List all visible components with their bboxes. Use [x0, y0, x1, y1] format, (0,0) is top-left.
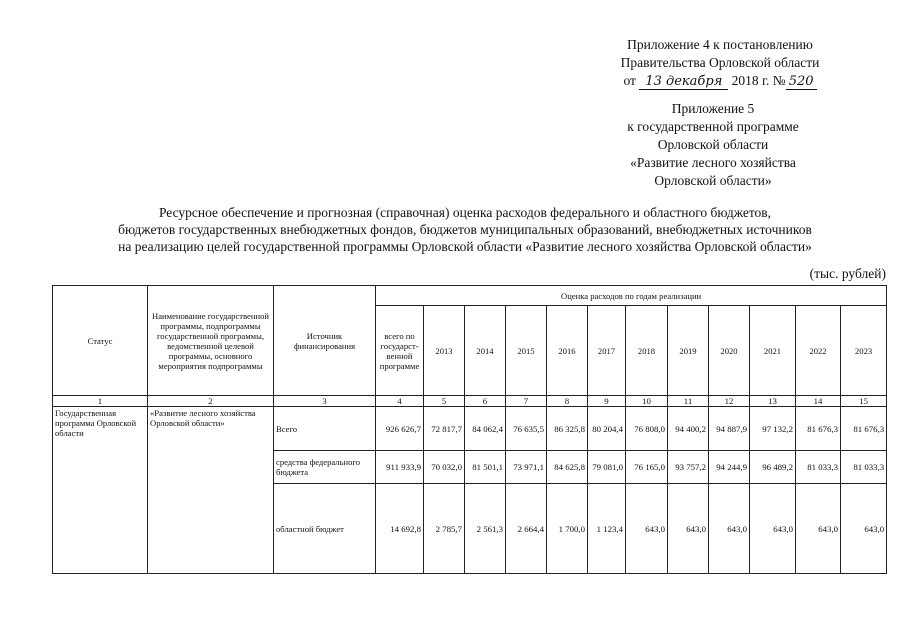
status-cell: Государственная программа Орловской области — [53, 407, 148, 574]
source-cell: средства федерального бюджета — [274, 451, 376, 484]
index-cell: 10 — [626, 396, 668, 407]
value-cell: 643,0 — [841, 484, 887, 574]
index-cell: 14 — [796, 396, 841, 407]
value-cell: 97 132,2 — [750, 407, 796, 451]
title-line-1: Ресурсное обеспечение и прогнозная (справочная) оценка расходов федерального и областного бюджетов, — [158, 205, 772, 220]
handwritten-number: 520 — [786, 75, 817, 90]
value-cell: 643,0 — [750, 484, 796, 574]
index-cell: 2 — [148, 396, 274, 407]
value-cell: 93 757,2 — [668, 451, 709, 484]
value-cell: 2 785,7 — [424, 484, 465, 574]
appendix-4-line-1: Приложение 4 к постановлению — [627, 37, 813, 52]
index-cell: 1 — [53, 396, 148, 407]
index-row — [53, 396, 887, 407]
value-cell: 81 676,3 — [841, 407, 887, 451]
value-cell: 96 489,2 — [750, 451, 796, 484]
value-cell: 81 676,3 — [796, 407, 841, 451]
header-source: Источник финансирования — [274, 286, 376, 396]
header-year: 2020 — [709, 306, 750, 396]
value-cell: 76 635,5 — [506, 407, 547, 451]
units-label: (тыс. рублей) — [809, 266, 886, 281]
index-cell: 7 — [506, 396, 547, 407]
value-cell: 1 123,4 — [588, 484, 626, 574]
header-year: 2023 — [841, 306, 887, 396]
value-cell: 643,0 — [796, 484, 841, 574]
handwritten-date: 13 декабря — [639, 75, 728, 90]
title-line-2: бюджетов государственных внебюджетных фондов, бюджетов муниципальных образований, внебюджетных источников — [118, 222, 812, 237]
header-row-1 — [53, 286, 887, 306]
value-cell: 643,0 — [626, 484, 668, 574]
value-cell: 76 165,0 — [626, 451, 668, 484]
value-cell: 81 033,3 — [796, 451, 841, 484]
index-cell: 11 — [668, 396, 709, 407]
header-name: Наименование государственной программы, подпрограммы государственной программы, ведомственной целевой программы, основного мероприятия подпрограммы — [148, 286, 274, 396]
appendix-4-line-2: Правительства Орловской области — [620, 55, 820, 70]
value-cell: 643,0 — [668, 484, 709, 574]
header-year: 2022 — [796, 306, 841, 396]
value-cell: 926 626,7 — [376, 407, 424, 451]
title-line-3: на реализацию целей государственной программы Орловской области «Развитие лесного хозяйства Орловской области» — [118, 239, 812, 254]
header-year: 2018 — [626, 306, 668, 396]
index-cell: 9 — [588, 396, 626, 407]
header-status: Статус — [53, 286, 148, 396]
value-cell: 14 692,8 — [376, 484, 424, 574]
value-cell: 84 625,8 — [547, 451, 588, 484]
budget-table — [52, 285, 887, 574]
header-year: 2017 — [588, 306, 626, 396]
appendix-5-line-4: «Развитие лесного хозяйства — [630, 155, 796, 170]
appendix-5-line-3: Орловской области — [657, 137, 769, 152]
value-cell: 911 933,9 — [376, 451, 424, 484]
from-word: от — [623, 73, 636, 88]
value-cell: 643,0 — [709, 484, 750, 574]
document-title — [40, 204, 890, 255]
header-year: 2013 — [424, 306, 465, 396]
value-cell: 2 664,4 — [506, 484, 547, 574]
value-cell: 86 325,8 — [547, 407, 588, 451]
program-name-cell: «Развитие лесного хозяйства Орловской области» — [148, 407, 274, 574]
value-cell: 84 062,4 — [465, 407, 506, 451]
appendix-5-line-1: Приложение 5 — [671, 101, 755, 116]
value-cell: 94 887,9 — [709, 407, 750, 451]
value-cell: 81 033,3 — [841, 451, 887, 484]
value-cell: 70 032,0 — [424, 451, 465, 484]
index-cell: 6 — [465, 396, 506, 407]
value-cell: 72 817,7 — [424, 407, 465, 451]
source-cell: Всего — [274, 407, 376, 451]
index-cell: 12 — [709, 396, 750, 407]
header-estimate: Оценка расходов по годам реализации — [376, 286, 887, 306]
index-cell: 4 — [376, 396, 424, 407]
appendix-5-block — [590, 100, 836, 190]
value-cell: 94 400,2 — [668, 407, 709, 451]
header-year: 2021 — [750, 306, 796, 396]
value-cell: 81 501,1 — [465, 451, 506, 484]
value-cell: 73 971,1 — [506, 451, 547, 484]
header-total: всего по государст-венной программе — [376, 306, 424, 396]
appendix-4-date-line — [590, 72, 850, 90]
header-year: 2019 — [668, 306, 709, 396]
index-cell: 5 — [424, 396, 465, 407]
value-cell: 79 081,0 — [588, 451, 626, 484]
table-row — [53, 407, 887, 451]
appendix-4-block — [590, 36, 850, 90]
source-cell: областной бюджет — [274, 484, 376, 574]
header-year: 2016 — [547, 306, 588, 396]
header-year: 2015 — [506, 306, 547, 396]
year-text: 2018 г. № — [731, 73, 786, 88]
value-cell: 1 700,0 — [547, 484, 588, 574]
value-cell: 94 244,9 — [709, 451, 750, 484]
index-cell: 13 — [750, 396, 796, 407]
index-cell: 3 — [274, 396, 376, 407]
value-cell: 80 204,4 — [588, 407, 626, 451]
index-cell: 15 — [841, 396, 887, 407]
value-cell: 76 808,0 — [626, 407, 668, 451]
appendix-5-line-5: Орловской области» — [654, 173, 772, 188]
appendix-5-line-2: к государственной программе — [627, 119, 799, 134]
index-cell: 8 — [547, 396, 588, 407]
header-year: 2014 — [465, 306, 506, 396]
value-cell: 2 561,3 — [465, 484, 506, 574]
